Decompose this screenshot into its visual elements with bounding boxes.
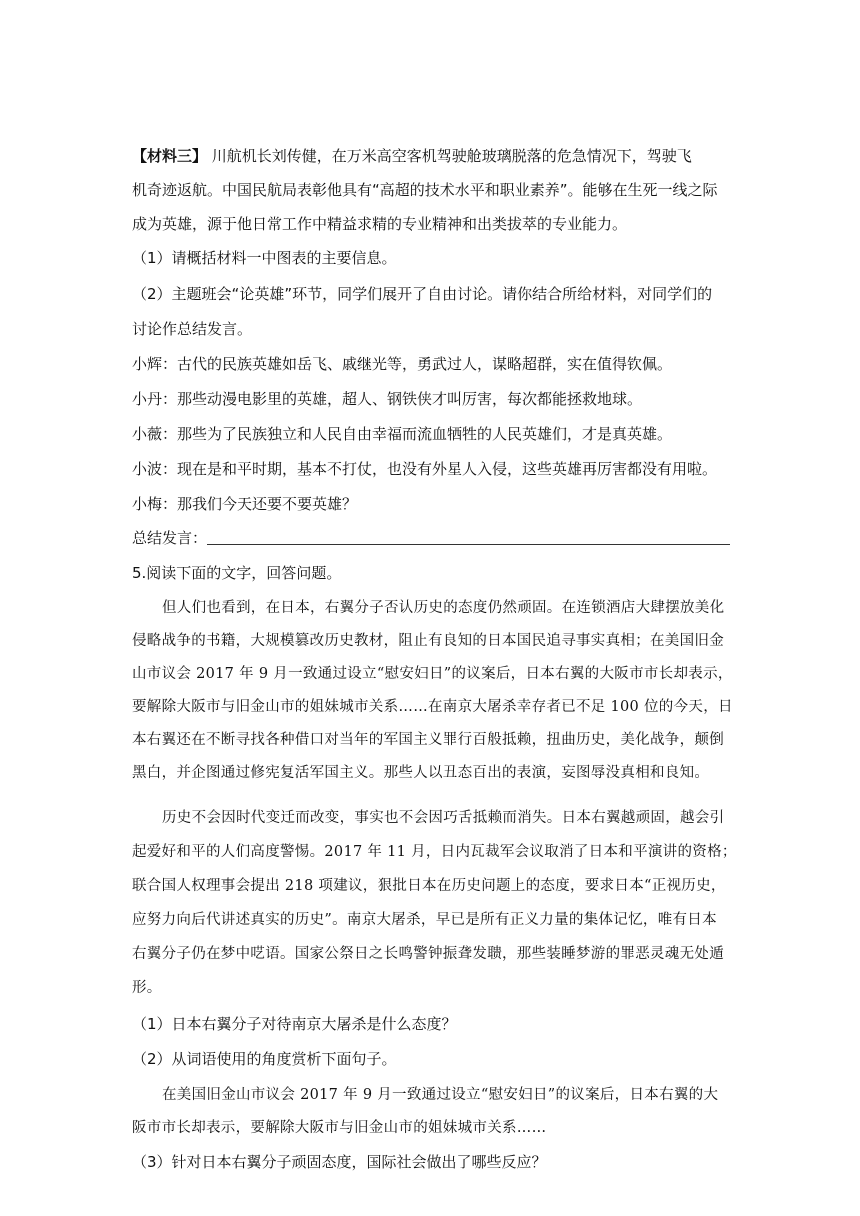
discussion-line: 小波：现在是和平时期，基本不打仗，也没有外星人入侵，这些英雄再厉害都没有用啦。 xyxy=(132,460,718,478)
material3-line-3: 成为英雄，源于他日常工作中精益求精的专业精神和出类拔萃的专业能力。 xyxy=(132,215,628,233)
q5-sub2: （2）从词语使用的角度赏析下面句子。 xyxy=(132,1050,397,1068)
q4-sub1: （1）请概括材料一中图表的主要信息。 xyxy=(132,249,397,267)
q5-title: 5.阅读下面的文字，回答问题。 xyxy=(132,564,342,582)
passage1-line: 要解除大阪市与旧金山市的姐妹城市关系……在南京大屠杀幸存者已不足 100 位的今天，日 xyxy=(132,699,733,715)
q5-sub1: （1）日本右翼分子对待南京大屠杀是什么态度？ xyxy=(132,1015,457,1033)
q4-sub2-line-1: （2）主题班会“论英雄”环节，同学们展开了自由讨论。请你结合所给材料，对同学们的 xyxy=(132,285,713,303)
summary-label: 总结发言： xyxy=(132,529,208,547)
q5-sub3: （3）针对日本右翼分子顽固态度，国际社会做出了哪些反应？ xyxy=(132,1153,547,1171)
passage2-line: 右翼分子仍在梦中呓语。国家公祭日之长鸣警钟振聋发聩，那些装睡梦游的罪恶灵魂无处遁 xyxy=(132,946,724,962)
passage1-line: 本右翼还在不断寻找各种借口对当年的军国主义罪行百般抵赖，扭曲历史，美化战争，颠倒 xyxy=(132,732,724,748)
passage1-line: 侵略战争的书籍，大规模篡改历史教材，阻止有良知的日本国民追寻事实真相；在美国旧金 xyxy=(132,633,724,649)
passage2-line: 形。 xyxy=(132,980,162,996)
passage2-line: 历史不会因时代变迁而改变，事实也不会因巧舌抵赖而消失。日本右翼越顽固，越会引 xyxy=(162,810,725,826)
passage2-line: 起爱好和平的人们高度警惕。2017 年 11 月，日内瓦裁军会议取消了日本和平演讲的资格； xyxy=(132,844,737,860)
discussion-line: 小辉：古代的民族英雄如岳飞、戚继光等，勇武过人，谋略超群，实在值得钦佩。 xyxy=(132,355,673,373)
discussion-line: 小梅：那我们今天还要不要英雄？ xyxy=(132,495,358,513)
summary-blank-line[interactable] xyxy=(207,530,730,545)
material3-line-2: 机奇迹返航。中国民航局表彰他具有“高超的技术水平和职业素养”。能够在生死一线之际 xyxy=(132,181,718,199)
passage1-line: 但人们也看到，在日本，右翼分子否认历史的态度仍然顽固。在连锁酒店大肆摆放美化 xyxy=(162,600,725,616)
discussion-line: 小薇：那些为了民族独立和人民自由幸福而流血牺牲的人民英雄们，才是真英雄。 xyxy=(132,425,673,443)
discussion-line: 小丹：那些动漫电影里的英雄，超人、钢铁侠才叫厉害，每次都能拯救地球。 xyxy=(132,390,643,408)
passage1-line: 黑白，并企图通过修宪复活军国主义。那些人以丑态百出的表演，妄图辱没真相和良知。 xyxy=(132,765,710,781)
quote-line: 阪市市长却表示，要解除大阪市与旧金山市的姐妹城市关系…… xyxy=(132,1120,547,1136)
material3-label: 【材料三】 xyxy=(132,147,208,165)
quote-line: 在美国旧金山市议会 2017 年 9 月一致通过设立“慰安妇日”的议案后，日本右翼的大 xyxy=(162,1087,719,1103)
material3-line-1: 【材料三】 川航机长刘传健，在万米高空客机驾驶舱玻璃脱落的危急情况下，驾驶飞 xyxy=(132,147,692,165)
q4-sub2-line-2: 讨论作总结发言。 xyxy=(132,320,253,338)
passage2-line: 联合国人权理事会提出 218 项建议，狠批日本在历史问题上的态度，要求日本“正视历史， xyxy=(132,878,726,894)
passage1-line: 山市议会 2017 年 9 月一致通过设立“慰安妇日”的议案后，日本右翼的大阪市市长却表示， xyxy=(132,666,733,682)
passage2-line: 应努力向后代讲述真实的历史”。南京大屠杀，早已是所有正义力量的集体记忆，唯有日本 xyxy=(132,912,717,928)
summary-field xyxy=(132,528,732,548)
